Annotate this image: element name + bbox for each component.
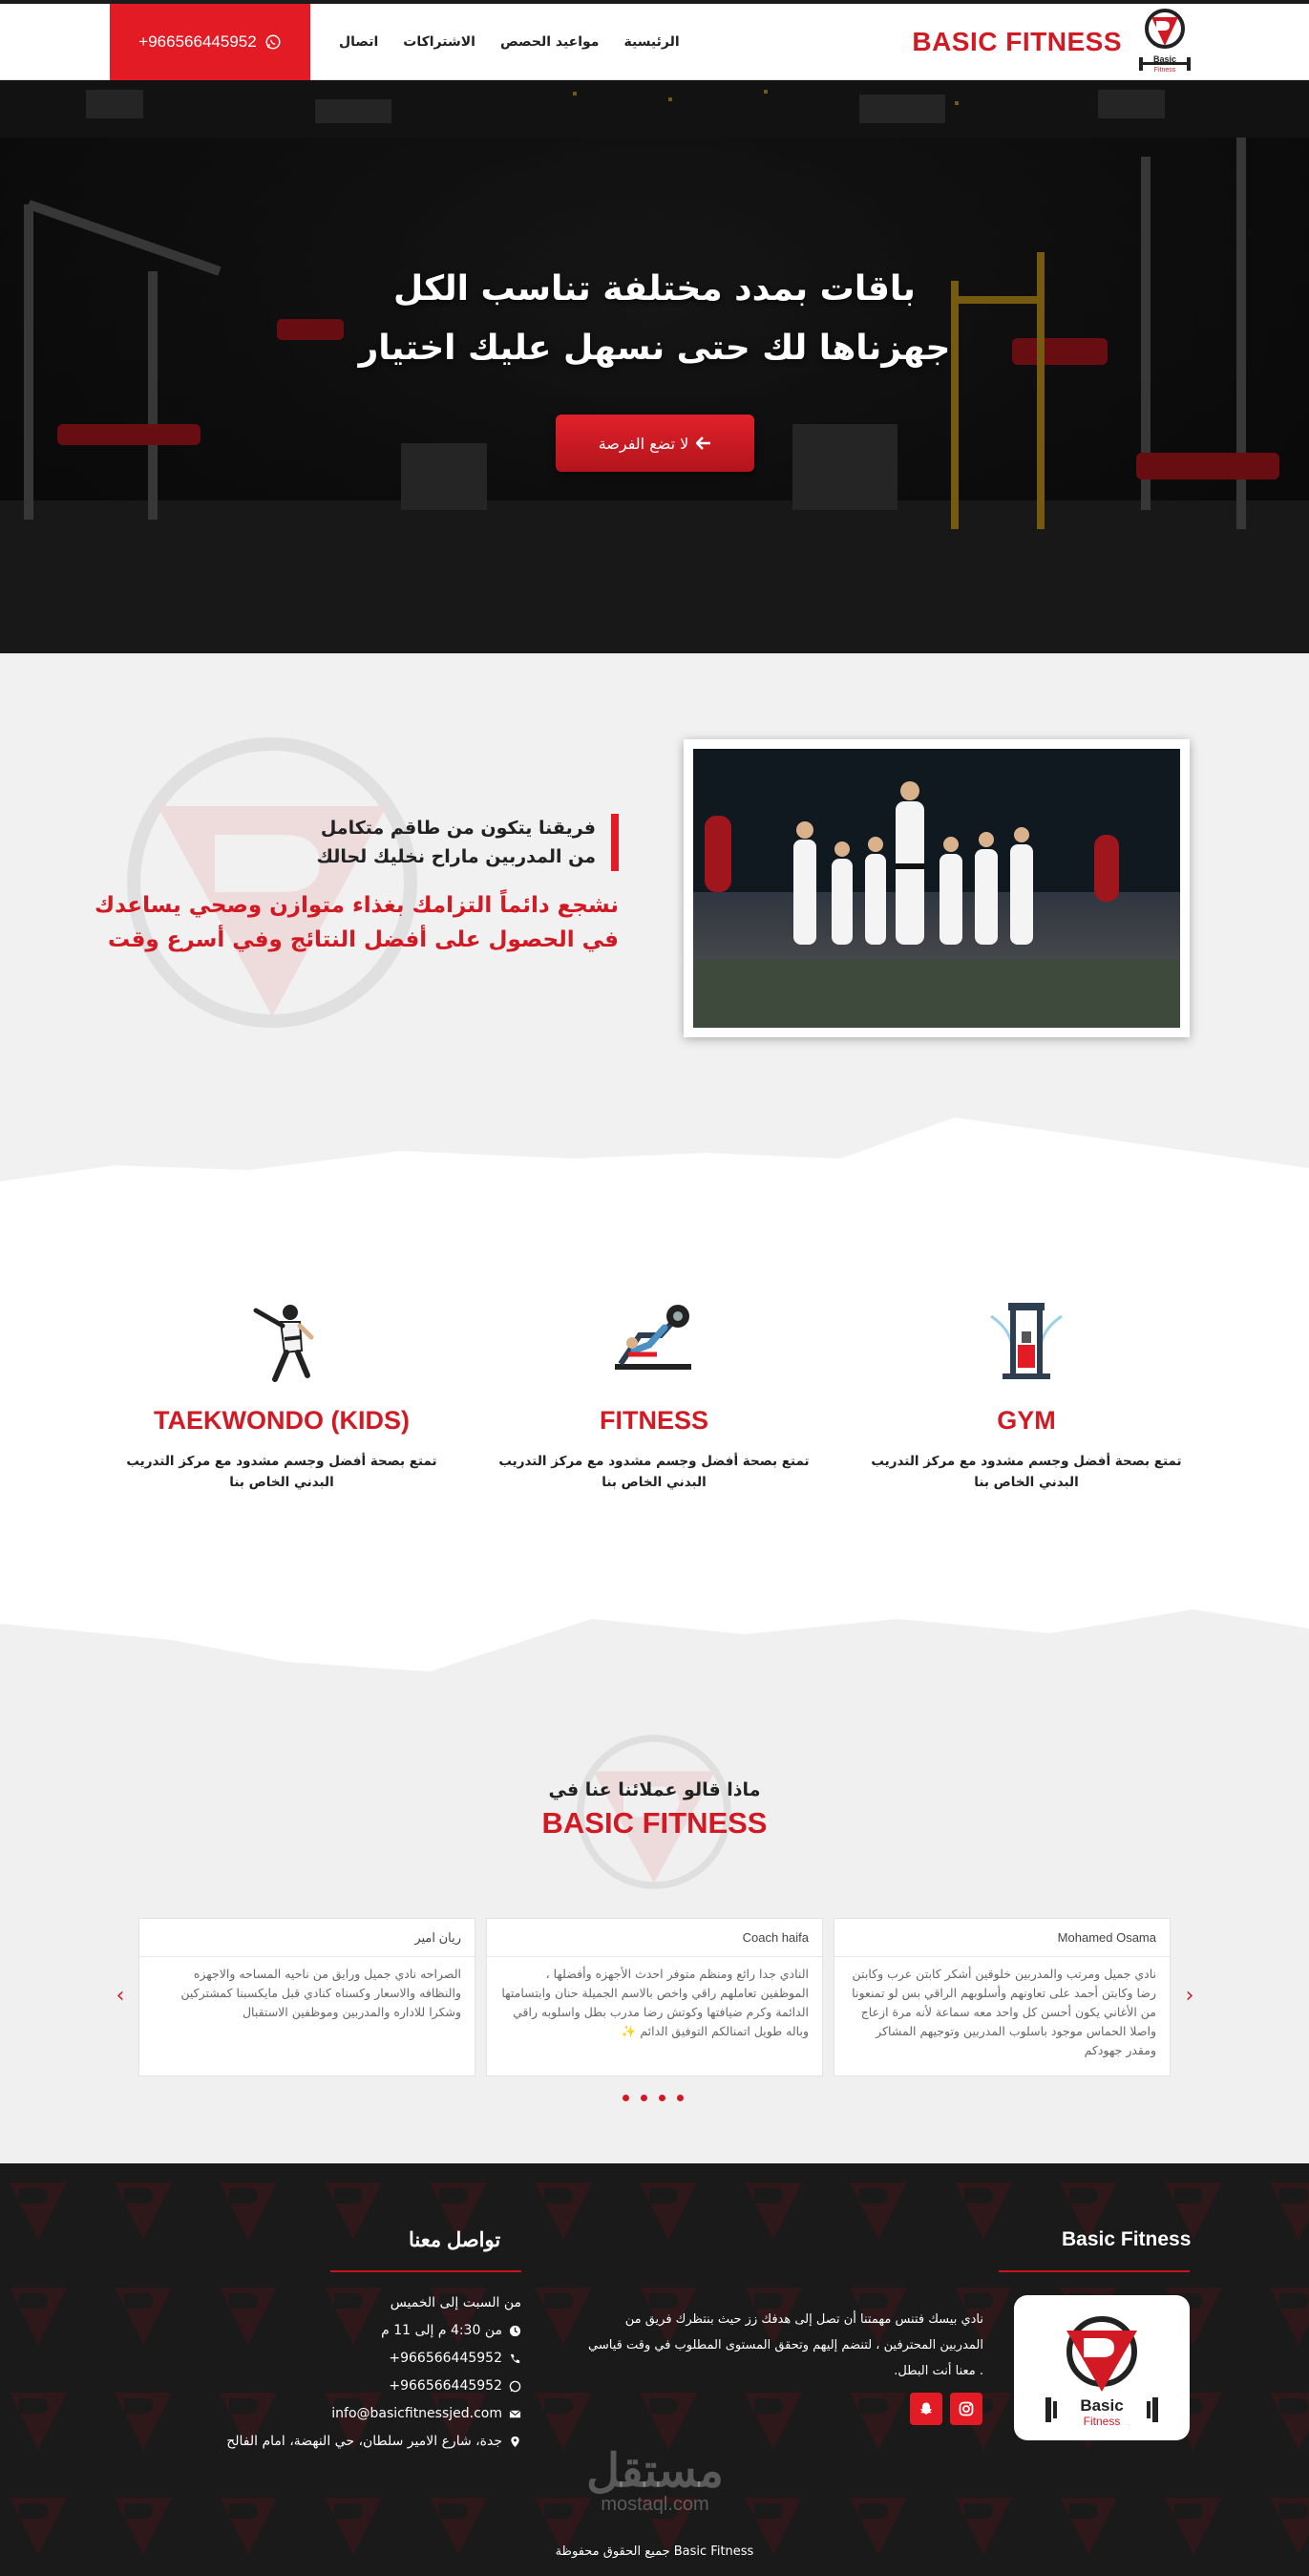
service-taekwondo[interactable] — [124, 1297, 439, 1493]
testimonials-title: ماذا قالو عملائنا عنا في — [548, 1779, 761, 1800]
team-lead-line-1: نشجع دائماً التزامك بغذاء متوازن وصحي يساعدك — [95, 893, 619, 918]
service-fitness[interactable] — [496, 1297, 812, 1493]
service-desc: تمتع بصحة أفضل وجسم مشدود مع مركز التدريب البدني الخاص بنا — [498, 1454, 810, 1490]
hero — [0, 80, 1309, 653]
contact-hours: من 4:30 م إلى 11 م — [143, 2317, 521, 2345]
testimonial-text: نادي جميل ومرتب والمدربين خلوقين أشكر كابتن عرب وكابتن رضا وكابتن أحمد على تعاونهم وأسلوبهم الراقي بس لو تمنعونا من الأغاني يكون أحسن كل واحد معه سماعة لأنه مرة ازعاج واصلا الحماس موجود باسلوب المدربين وتوجيهم المشاكر ومقدر جهودكم — [852, 1967, 1156, 2057]
footer-logo — [1014, 2295, 1190, 2440]
testimonial-text: الصراحه نادي جميل ورايق من ناحيه المساحه والاجهزه والنظافه والاسعار وكسناه كنادي قبل مايكسبنا كمشتركين وشكرا للاداره والمدربين وموظفين الاستقبال — [180, 1967, 461, 2019]
map-pin-icon — [509, 2436, 521, 2448]
instagram-link[interactable] — [950, 2393, 982, 2425]
testimonial-author: Mohamed Osama — [834, 1919, 1170, 1957]
footer-logo-word-2: Fitness — [1083, 2415, 1121, 2428]
footer-about-text: نادي بيسك فتنس مهمتنا أن تصل إلى هدفك زز حيث بنتظرك فريق من المدربين المحترفين ، لتنضم إليهم وتحقق المستوى المطلوب في وقت قياسي . معنا أنت البطل. — [588, 2312, 983, 2378]
team-sub-line-1: فريقنا يتكون من طاقم متكامل — [320, 818, 596, 839]
carousel-dot[interactable] — [659, 2095, 665, 2101]
team-subheading — [84, 814, 619, 871]
testimonials-heading — [0, 1779, 1309, 1841]
watermark-url: mostaql.com — [601, 2494, 709, 2515]
envelope-icon — [509, 2408, 521, 2420]
whatsapp-icon — [264, 33, 282, 51]
arrow-left-icon — [696, 436, 711, 450]
team-text — [84, 814, 619, 957]
gym-machine-icon — [983, 1297, 1069, 1383]
phone-number: +966566445952 — [138, 32, 257, 51]
call-button[interactable] — [110, 4, 310, 80]
hero-cta-button[interactable] — [556, 415, 754, 472]
brand[interactable] — [912, 4, 1194, 80]
team-section — [0, 653, 1309, 1188]
service-gym[interactable] — [869, 1297, 1184, 1493]
carousel-dots — [623, 2095, 684, 2101]
testimonial-card — [834, 1918, 1171, 2076]
service-desc: تمتع بصحة أفضل وجسم مشدود مع مركز التدريب البدني الخاص بنا — [871, 1454, 1182, 1490]
copyright: جميع الحقوق محفوظة Basic Fitness — [555, 2544, 754, 2559]
hero-cta-label: لا تضع الفرصة — [598, 434, 689, 453]
contact-address: جدة، شارع الامير سلطان، حي النهضة، امام الفالح — [143, 2428, 521, 2456]
services-section — [0, 1116, 1309, 1689]
carousel-next-arrow-icon[interactable]: › — [1185, 1984, 1194, 2008]
hero-headline — [0, 260, 1309, 378]
instagram-icon — [959, 2401, 974, 2416]
brand-name: BASIC FITNESS — [912, 27, 1122, 56]
main-nav — [339, 4, 680, 80]
service-desc: تمتع بصحة أفضل وجسم مشدود مع مركز التدريب البدني الخاص بنا — [126, 1454, 437, 1490]
testimonial-card — [138, 1918, 475, 2076]
team-lead — [84, 888, 619, 957]
service-title: TAEKWONDO (KIDS) — [154, 1406, 410, 1435]
contact-phone[interactable]: +966566445952 — [143, 2345, 521, 2373]
snapchat-link[interactable] — [910, 2393, 942, 2425]
carousel-dot[interactable] — [641, 2095, 647, 2101]
brand-logo-icon — [1135, 8, 1194, 76]
footer-contact-title: تواصل معنا — [409, 2229, 501, 2251]
team-sub-line-2: من المدربين ماراح نخليك لحالك — [316, 846, 596, 867]
carousel-dot[interactable] — [623, 2095, 629, 2101]
phone-icon — [509, 2352, 521, 2365]
nav-contact[interactable]: اتصال — [339, 34, 379, 50]
team-lead-line-2: في الحصول على أفضل النتائج وفي أسرع وقت — [107, 927, 619, 952]
nav-subscriptions[interactable]: الاشتراكات — [403, 34, 475, 50]
hero-line-2: جهزناها لك حتى نسهل عليك اختيار — [358, 329, 951, 368]
site-header — [0, 4, 1309, 80]
footer-logo-word-1: Basic — [1080, 2396, 1124, 2415]
contact-days: من السبت إلى الخميس — [390, 2295, 521, 2310]
testimonials-brand: BASIC FITNESS — [541, 1806, 768, 1840]
svg-text:Basic: Basic — [1152, 54, 1177, 64]
testimonial-text: النادي جدا رائع ومنظم متوفر احدث الأجهزه وأفضلها ، الموظفين تعاملهم راقي واخص بالاسم الجميلة حنان وابتسامتها الدائمة وكرم ضيافتها وكوتش رضا مدرب بطل واسلوبه راقي وباله طويل اتمنالكم التوفيق الدائم ✨ — [501, 1967, 809, 2038]
clock-icon — [509, 2325, 521, 2337]
team-photo — [684, 739, 1190, 1037]
team-photo-image — [693, 749, 1180, 1028]
contact-email[interactable]: info@basicfitnessjed.com — [143, 2400, 521, 2428]
hero-line-1: باقات بمدد مختلفة تناسب الكل — [393, 269, 916, 309]
nav-schedule[interactable]: مواعيد الحصص — [499, 34, 600, 50]
whatsapp-icon — [509, 2380, 521, 2393]
watermark-arabic: مستقل — [586, 2446, 724, 2497]
footer-about-divider — [999, 2270, 1190, 2272]
footer-contact-divider — [330, 2270, 521, 2272]
footer-about-title: Basic Fitness — [1062, 2228, 1192, 2250]
svg-text:Fitness: Fitness — [1153, 67, 1176, 74]
testimonial-author: ريان امير — [139, 1919, 475, 1957]
mostaql-watermark — [569, 2446, 741, 2515]
service-title: GYM — [997, 1406, 1056, 1435]
carousel-dot[interactable] — [677, 2095, 684, 2101]
snapchat-icon — [918, 2401, 934, 2416]
taekwondo-icon — [239, 1297, 325, 1383]
brand-logo-icon — [1040, 2306, 1164, 2430]
contact-whatsapp[interactable]: +966566445952 — [143, 2373, 521, 2400]
footer-contact-list — [143, 2289, 521, 2456]
testimonial-author: Coach haifa — [487, 1919, 822, 1957]
leg-press-icon — [611, 1297, 697, 1383]
service-title: FITNESS — [599, 1406, 708, 1435]
carousel-prev-arrow-icon[interactable]: ‹ — [116, 1984, 125, 2008]
testimonial-card — [486, 1918, 823, 2076]
nav-home[interactable]: الرئيسية — [623, 34, 680, 50]
